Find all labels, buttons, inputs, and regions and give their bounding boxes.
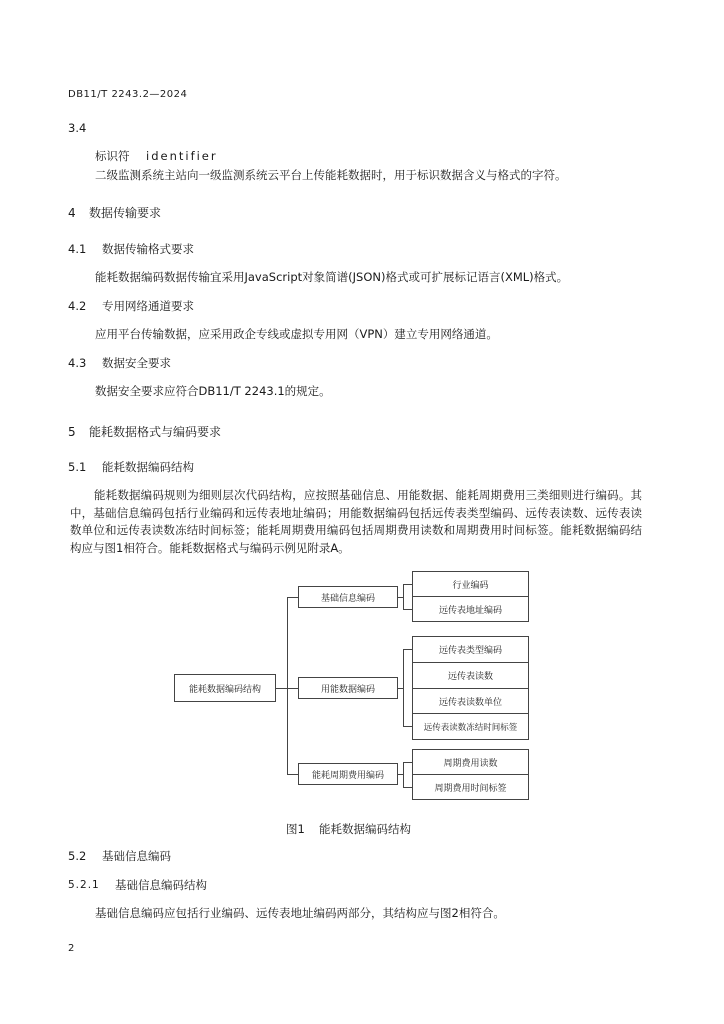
- section-5-1-title: 能耗数据编码结构: [102, 460, 194, 474]
- connector-line: [287, 597, 288, 774]
- section-5-2-title: 基础信息编码: [102, 849, 171, 863]
- connector-line: [403, 649, 404, 726]
- section-5-1-number: 5.1: [68, 460, 87, 474]
- term-definition: 二级监测系统主站向一级监测系统云平台上传能耗数据时，用于标识数据含义与格式的字符。: [95, 168, 567, 182]
- diagram-leaf-meter-address-code: 远传表地址编码: [412, 596, 529, 622]
- connector-line: [403, 584, 404, 610]
- connector-line: [287, 597, 298, 598]
- connector-line: [287, 688, 298, 689]
- diagram-leaf-meter-reading: 远传表读数: [412, 662, 529, 689]
- section-4-3-number: 4.3: [68, 356, 87, 370]
- diagram-leaf-meter-type-code: 远传表类型编码: [412, 636, 529, 663]
- section-4-title: 数据传输要求: [89, 206, 162, 220]
- connector-line: [403, 584, 412, 585]
- connector-line: [403, 762, 412, 763]
- diagram-leaf-freeze-time-tag: 远传表读数冻结时间标签: [412, 713, 529, 740]
- diagram-leaf-period-cost-reading: 周期费用读数: [412, 749, 529, 775]
- section-5-number: 5: [68, 425, 76, 439]
- diagram-leaf-meter-reading-unit: 远传表读数单位: [412, 688, 529, 714]
- diagram-root-node: 能耗数据编码结构: [174, 674, 276, 702]
- connector-line: [403, 762, 404, 787]
- section-5-title: 能耗数据格式与编码要求: [89, 425, 222, 439]
- section-5-2-1-number: 5.2.1: [68, 879, 100, 891]
- section-3-4-number: 3.4: [68, 121, 87, 135]
- figure-1-caption-number: 图1: [286, 822, 305, 836]
- diagram-group-period-cost: 能耗周期费用编码: [298, 763, 398, 785]
- connector-line: [403, 787, 412, 788]
- diagram-leaf-industry-code: 行业编码: [412, 571, 529, 597]
- connector-line: [403, 649, 412, 650]
- section-5-2-number: 5.2: [68, 849, 87, 863]
- connector-line: [276, 688, 287, 689]
- connector-line: [403, 609, 412, 610]
- section-5-2-1-text: 基础信息编码应包括行业编码、远传表地址编码两部分，其结构应与图2相符合。: [95, 906, 505, 920]
- section-4-2-title: 专用网络通道要求: [102, 299, 194, 313]
- section-4-3-title: 数据安全要求: [102, 356, 171, 370]
- section-4-3-text: 数据安全要求应符合DB11/T 2243.1的规定。: [95, 384, 331, 398]
- term-chinese: 标识符: [95, 149, 130, 163]
- figure-1-caption-title: 能耗数据编码结构: [319, 822, 411, 836]
- connector-line: [287, 774, 298, 775]
- document-id: DB11/T 2243.2—2024: [68, 89, 188, 100]
- section-5-1-text: 能耗数据编码规则为细则层次代码结构，应按照基础信息、用能数据、能耗周期费用三类细则进行编码。其中，基础信息编码包括行业编码和远传表地址编码；用能数据编码包括远传表类型编码、远传表读数、远传表读数单位和远传表读数冻结时间标签；能耗周期费用编码包括周期费用读数和周期费用时间标签。能耗数据编码结构应与图1相符合。能耗数据格式与编码示例见附录A。: [70, 488, 642, 555]
- section-4-2-number: 4.2: [68, 299, 87, 313]
- diagram-leaf-period-cost-time-tag: 周期费用时间标签: [412, 774, 529, 800]
- diagram-group-energy-data: 用能数据编码: [298, 677, 398, 699]
- section-4-1-number: 4.1: [68, 242, 87, 256]
- connector-line: [403, 726, 412, 727]
- section-4-1-text: 能耗数据编码数据传输宜采用JavaScript对象简谱(JSON)格式或可扩展标记语言(XML)格式。: [95, 270, 569, 284]
- diagram-group-basic-info: 基础信息编码: [298, 586, 398, 608]
- section-4-2-text: 应用平台传输数据，应采用政企专线或虚拟专用网（VPN）建立专用网络通道。: [95, 327, 498, 341]
- page-number: 2: [68, 943, 75, 954]
- term-english: identifier: [146, 149, 218, 163]
- section-5-2-1-title: 基础信息编码结构: [115, 878, 207, 892]
- section-4-number: 4: [68, 206, 76, 220]
- section-4-1-title: 数据传输格式要求: [102, 242, 194, 256]
